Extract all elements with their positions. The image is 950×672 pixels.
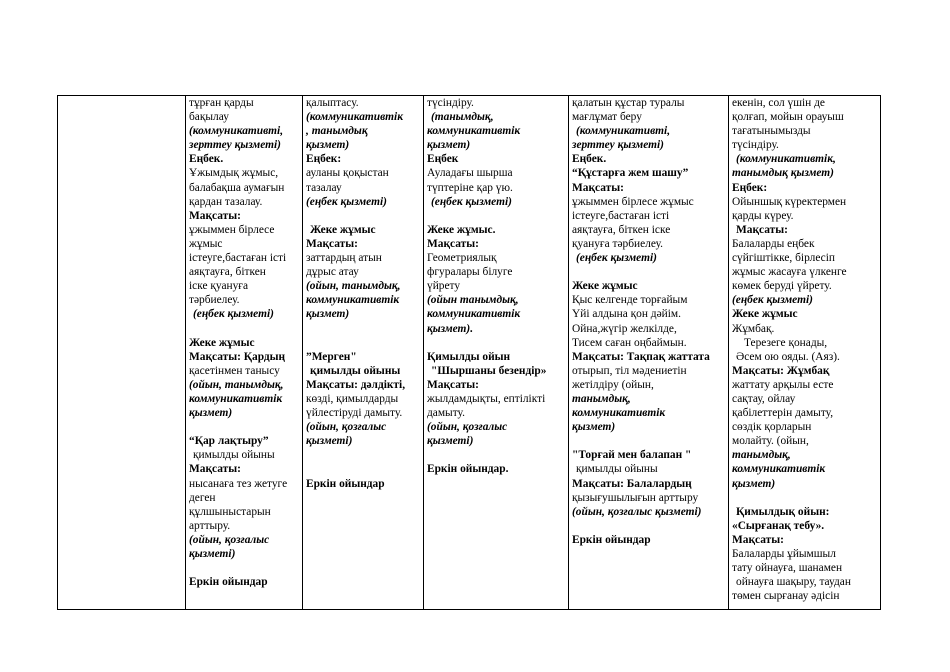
text-line: (коммуникативтік — [306, 111, 403, 124]
text-line: қалыптасу. — [306, 97, 359, 109]
text-line: сөздік қорларын — [732, 421, 812, 434]
text-line: қарды күреу. — [732, 209, 794, 222]
text-line: Балаларды ұйымшыл — [732, 548, 836, 560]
text-line: Мақсаты: дәлдікті, — [306, 378, 406, 391]
text-line: арттыру. — [189, 519, 231, 532]
text-line — [572, 265, 726, 279]
text-line: балабақша аумағын — [189, 181, 285, 194]
text-line: аяқтауға, біткен іске — [572, 223, 671, 236]
text-line: көмек беруді үйрету. — [732, 280, 832, 293]
text-line: қызмет) — [189, 407, 233, 420]
text-line: Мақсаты: Тақпақ жаттата — [572, 350, 710, 363]
text-line: қызмет) — [306, 308, 350, 321]
text-line: қуануға тәрбиелеу. — [572, 237, 664, 250]
text-line: танымдық, — [572, 392, 631, 405]
text-line: Ұжымдық жұмыс, — [189, 167, 279, 180]
text-line: (еңбек қызметі) — [306, 195, 387, 208]
text-line: Жеке жұмыс — [572, 280, 638, 293]
text-line: Жұмбақ. — [732, 322, 775, 335]
text-line: коммуникативтік — [189, 392, 283, 405]
text-line: "Торғай мен балапан " — [572, 449, 692, 462]
text-line: қызмет) — [572, 421, 616, 434]
text-line: қызмет) — [427, 139, 471, 152]
text-line: (еңбек қызметі) — [732, 294, 813, 307]
text-line: тәрбиелеу. — [189, 294, 240, 307]
text-line: (еңбек қызметі) — [576, 252, 657, 265]
text-line: қызмет). — [427, 322, 474, 335]
text-line — [732, 491, 878, 505]
text-line: фгуралары білуге — [427, 266, 513, 279]
text-line: жылдамдықты, ептілікті — [427, 392, 546, 405]
text-line: (коммуникативті, — [576, 125, 671, 138]
text-line: (ойын, қозғалыс — [427, 421, 508, 434]
text-line: қалатын құстар туралы — [572, 97, 685, 109]
text-line: (ойын, танымдық, — [189, 378, 284, 391]
table-row — [58, 96, 881, 610]
text-line: түсіндіру. — [427, 97, 474, 109]
text-line: құлшыныстарын — [189, 505, 271, 518]
text-line: Мақсаты: Балалардың — [572, 477, 692, 490]
text-line: Ойыншық күректермен — [732, 195, 847, 208]
text-line: деген — [189, 491, 216, 504]
text-line: Тисем саған оңбаймын. — [572, 336, 687, 349]
text-line: Еңбек. — [189, 153, 224, 166]
text-line: Мақсаты: — [427, 237, 479, 250]
text-line: сүйгіштікке, бірлесіп — [732, 252, 835, 265]
text-line: үйрету — [427, 280, 461, 293]
text-line: тазалау — [306, 181, 342, 194]
text-line: Қимылды ойын — [427, 350, 511, 363]
text-line: қызығушылығын арттыру — [572, 491, 699, 504]
text-line: Еңбек. — [572, 153, 607, 166]
text-line — [306, 322, 421, 336]
text-line: отырып, тіл мәдениетін — [572, 364, 687, 377]
text-line: қызмет) — [732, 477, 776, 490]
text-line: Еркін ойындар — [572, 533, 651, 546]
text-line: танымдық, — [732, 449, 791, 462]
text-line: Геометриялық — [427, 252, 497, 265]
text-line: жұмыс — [189, 237, 223, 250]
text-line — [427, 336, 566, 350]
text-line: (коммуникативті, — [189, 125, 284, 138]
text-line: қызметі) — [189, 548, 236, 560]
text-line: ауланы қоқыстан — [306, 167, 389, 180]
text-line: істеуге,бастаған істі — [189, 252, 287, 265]
text-line: Мақсаты: Жұмбақ — [732, 364, 830, 377]
text-line: коммуникативтік — [427, 308, 521, 321]
text-line: коммуникативтік — [732, 463, 826, 476]
text-line: (ойын, қозғалыс — [189, 533, 270, 546]
text-line: тағатынымызды — [732, 125, 811, 138]
text-line — [427, 209, 566, 223]
text-line — [189, 420, 300, 434]
text-line: қимылды ойыны — [193, 449, 275, 462]
text-line: тату ойнауға, шанамен — [732, 562, 843, 575]
text-line: жаттату арқылы есте — [732, 378, 834, 391]
text-line: төмен сырғанау әдісін — [732, 590, 840, 603]
text-line: Ойна,жүгір желкілде, — [572, 322, 677, 335]
text-line: Мақсаты: — [189, 209, 241, 222]
text-line: түсіндіру. — [732, 139, 779, 152]
text-line: істеуге,бастаған істі — [572, 209, 670, 222]
activity-plan-table — [57, 95, 881, 610]
text-line: заттардың атын — [306, 252, 382, 265]
text-line: ұжыммен бірлесе — [189, 223, 275, 236]
text-line: “Қар лақтыру” — [189, 435, 269, 448]
text-line: қызметі) — [306, 435, 353, 448]
text-line: Ауладағы шырша — [427, 167, 513, 180]
text-line: Еңбек: — [732, 181, 768, 194]
text-line: Үйі алдына қон дәйім. — [572, 308, 681, 321]
text-line — [306, 448, 421, 462]
text-line: (ойын танымдық, — [427, 294, 519, 307]
text-line: Еркін ойындар. — [427, 463, 509, 476]
text-line: Қимылдық ойын: — [736, 505, 830, 518]
text-line: мағлұмат беру — [572, 111, 642, 124]
text-line: Еркін ойындар — [189, 576, 268, 589]
text-line: Мақсаты: Қардың — [189, 350, 286, 363]
text-line: Мақсаты: — [306, 237, 358, 250]
text-line: ”Мерген" — [306, 350, 357, 363]
text-line: іске қуануға — [189, 280, 249, 293]
text-line: бақылау — [189, 111, 229, 124]
text-line: Еңбек: — [306, 153, 342, 166]
text-line: Мақсаты: — [572, 181, 624, 194]
text-line: Жеке жұмыс. — [427, 223, 496, 236]
text-line: қызметі) — [427, 435, 474, 448]
text-line — [572, 519, 726, 533]
text-line: көзді, қимылдарды — [306, 392, 399, 405]
text-line — [572, 434, 726, 448]
text-line: ұжыммен бірлесе жұмыс — [572, 195, 694, 208]
text-line: Балаларды еңбек — [732, 237, 815, 250]
text-line: (танымдық, — [431, 111, 494, 124]
table-cell-col-1 — [58, 96, 186, 610]
text-line: қардан тазалау. — [189, 195, 263, 208]
text-line: коммуникативтік — [306, 294, 400, 307]
table-cell-col-6 — [729, 96, 881, 610]
text-line: Жеке жұмыс — [310, 223, 376, 236]
text-line: Терезеге қонады, — [744, 336, 828, 349]
text-line: Мақсаты: — [732, 533, 784, 546]
text-line: Еңбек — [427, 153, 459, 166]
text-line: сақтау, ойлау — [732, 392, 796, 405]
text-line: ойнауға шақыру, таудан — [736, 576, 851, 589]
text-line: Жеке жұмыс — [732, 308, 798, 321]
text-line: зерттеу қызметі) — [572, 139, 664, 152]
text-line: жұмыс жасауға үлкенге — [732, 266, 847, 279]
text-line: Жеке жұмыс — [189, 336, 255, 349]
text-line: қимылды ойыны — [310, 364, 401, 377]
text-line — [306, 209, 421, 223]
text-line: қимылды ойыны — [576, 463, 658, 476]
text-line: екенін, сол үшін де — [732, 97, 825, 109]
text-line: қасетінмен танысу — [189, 364, 280, 377]
text-line: үйлестіруді дамыту. — [306, 407, 403, 420]
text-line: , танымдық — [306, 125, 368, 138]
text-line: түптеріне қар үю. — [427, 181, 513, 194]
text-line: (еңбек қызметі) — [431, 195, 512, 208]
table-cell-col-4 — [424, 96, 569, 610]
text-line: Әсем ою ояды. (Аяз). — [736, 350, 840, 363]
text-line: Мақсаты: — [736, 223, 788, 236]
text-line: «Сырғанақ тебу». — [732, 519, 825, 532]
table-cell-col-3 — [303, 96, 424, 610]
text-line: танымдық қызмет) — [732, 167, 834, 180]
text-line: (ойын, қозғалыс қызметі) — [572, 505, 702, 518]
text-line: коммуникативтік — [427, 125, 521, 138]
text-line: аяқтауға, біткен — [189, 266, 266, 279]
text-line: қабілеттерін дамыту, — [732, 407, 834, 420]
text-line: қызмет) — [306, 139, 350, 152]
text-line: дамыту. — [427, 407, 465, 420]
text-line: қолғап, мойын орауыш — [732, 111, 844, 124]
text-line: молайту. (ойын, — [732, 435, 809, 448]
text-line: “Құстарға жем шашу” — [572, 167, 689, 180]
text-line: дұрыс атау — [306, 266, 359, 279]
text-line — [189, 322, 300, 336]
text-line: "Шыршаны безендір» — [431, 364, 547, 377]
table-cell-col-5 — [569, 96, 729, 610]
text-line: коммуникативтік — [572, 407, 666, 420]
text-line: жетілдіру (ойын, — [572, 378, 654, 391]
text-line — [306, 462, 421, 476]
text-line: нысанаға тез жетуге — [189, 477, 288, 490]
text-line: Мақсаты: — [189, 463, 241, 476]
text-line: зерттеу қызметі) — [189, 139, 281, 152]
text-line: (коммуникативтік, — [736, 153, 836, 166]
table-cell-col-2 — [186, 96, 303, 610]
text-line: тұрған қарды — [189, 97, 254, 109]
text-line: (ойын, қозғалыс — [306, 421, 387, 434]
text-line: Еркін ойындар — [306, 477, 385, 490]
text-line — [189, 561, 300, 575]
text-line — [427, 448, 566, 462]
text-line: Мақсаты: — [427, 378, 479, 391]
text-line — [306, 336, 421, 350]
text-line: Қыс келгенде торғайым — [572, 294, 688, 307]
text-line: (еңбек қызметі) — [193, 308, 274, 321]
text-line: (ойын, танымдық, — [306, 280, 401, 293]
